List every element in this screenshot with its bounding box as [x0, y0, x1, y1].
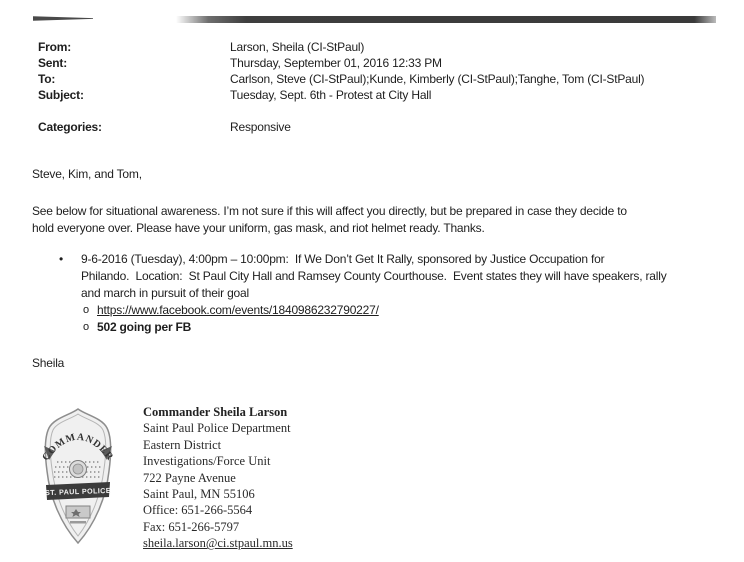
- event-line: 9-6-2016 (Tuesday), 4:00pm – 10:00pm: If We Don’t Get It Rally, sponsored by Justice Occupation for: [81, 252, 605, 266]
- categories-label: Categories:: [38, 120, 102, 134]
- commander-badge-icon: [40, 406, 116, 546]
- signature-line: Fax: 651-266-5797: [143, 519, 240, 534]
- event-bullet-item: [59, 251, 729, 302]
- paragraph-line: See below for situational awareness. I’m not sure if this will affect you directly, but be prepared in case they decide to: [32, 204, 627, 218]
- from-value: Larson, Sheila (CI-StPaul): [230, 40, 365, 54]
- sent-label: Sent:: [38, 56, 68, 70]
- sub-bullet-link-item: [83, 302, 729, 319]
- event-bullet-text: [81, 251, 667, 302]
- attendance-note: 502 going per FB: [97, 320, 192, 334]
- signature-line: Eastern District: [143, 437, 222, 452]
- bullet-marker-icon: •: [59, 252, 64, 266]
- scan-artifact-line: [33, 16, 93, 21]
- header-row-categories: [38, 119, 644, 135]
- signature-line: Saint Paul, MN 55106: [143, 487, 255, 502]
- subject-label: Subject:: [38, 88, 84, 102]
- to-value: Carlson, Steve (CI-StPaul);Kunde, Kimberly (CI-StPaul);Tanghe, Tom (CI-StPaul): [230, 72, 645, 86]
- event-bullet-list: [59, 251, 729, 336]
- signoff-line: Sheila: [32, 356, 65, 370]
- event-line: and march in pursuit of their goal: [81, 286, 249, 300]
- sub-bullet-attendance-item: [83, 319, 729, 336]
- police-badge-image: [40, 406, 116, 546]
- from-label: From:: [38, 40, 71, 54]
- scan-artifact-bar: [176, 16, 716, 23]
- facebook-event-link[interactable]: https://www.facebook.com/events/1840986232790227/: [97, 303, 379, 317]
- signature-line: Saint Paul Police Department: [143, 421, 291, 436]
- signature-line: Office: 651-266-5564: [143, 503, 253, 518]
- signature-name: Commander Sheila Larson: [143, 405, 288, 419]
- badge-center-seal-inner: [73, 464, 83, 474]
- badge-top-text: COMMANDER: [40, 431, 116, 464]
- body-paragraph: [32, 203, 732, 237]
- badge-banner-text: ST. PAUL POLICE: [44, 485, 112, 498]
- signature-block: [143, 404, 293, 552]
- header-row-sent: [38, 55, 644, 71]
- subject-value: Tuesday, Sept. 6th - Protest at City Hall: [230, 88, 432, 102]
- event-line: Philando. Location: St Paul City Hall and Ramsey County Courthouse. Event states they will have speakers, rally: [81, 269, 667, 283]
- categories-value: Responsive: [230, 120, 291, 134]
- header-row-subject: [38, 87, 644, 103]
- sent-value: Thursday, September 01, 2016 12:33 PM: [230, 56, 442, 70]
- signature-line: Investigations/Force Unit: [143, 454, 271, 469]
- signature-email-link[interactable]: sheila.larson@ci.stpaul.mn.us: [143, 536, 293, 551]
- signature-line: 722 Payne Avenue: [143, 470, 236, 485]
- badge-bottom-mark: [70, 521, 86, 524]
- header-row-to: [38, 71, 644, 87]
- greeting-line: Steve, Kim, and Tom,: [32, 167, 142, 181]
- paragraph-line: hold everyone over. Please have your uniform, gas mask, and riot helmet ready. Thanks.: [32, 221, 485, 235]
- sub-bullet-marker-icon: o: [83, 304, 89, 316]
- header-row-from: [38, 39, 644, 55]
- sub-bullet-marker-icon: o: [83, 321, 89, 333]
- email-header: [38, 39, 644, 135]
- to-label: To:: [38, 72, 56, 86]
